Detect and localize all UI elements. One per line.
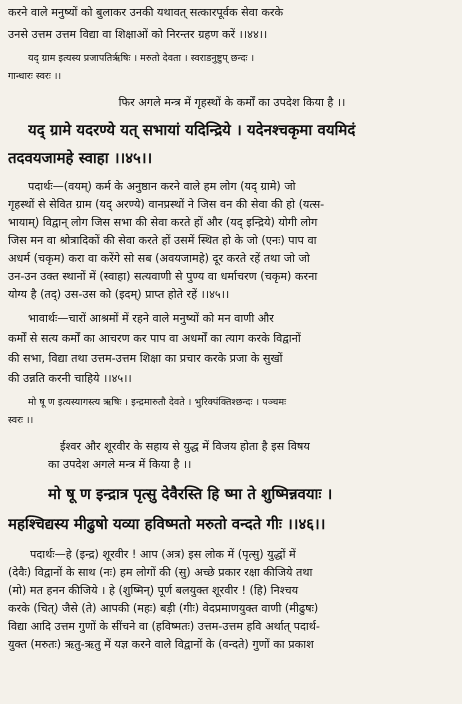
text-line: गृहस्थों से सेवित ग्राम (यद् अरण्ये) वानप्रस्थों ने जिस वन की सेवा की हो (यत्स- (8, 198, 325, 211)
rishi-devata-line: यद् ग्राम इत्यस्य प्रजापतिर्ऋषिः । मरुतो देवता । स्वराडनुष्टुप् छन्दः । (28, 53, 255, 64)
text-line: विद्या आदि उत्तम गुणों के सींचने वा (हविष्मतः) उत्तम-उत्तम हवि अर्थात् पदार्थ- (8, 620, 320, 633)
mantra-line: यद् ग्रामे यदरण्ये यत् सभायां यदिन्द्रिये । यदेनश्चकृमा वयमिदं (28, 121, 356, 139)
text-line: (देवैः) विद्वानों के साथ (नः) हम लोगों की (सु) अच्छे प्रकार रक्षा कीजिये तथा (8, 566, 313, 579)
text-line: जिस मन वा श्रोत्रादिकों की सेवा करते हों उसमें स्थित हो के जो (एनः) पाप वा (8, 234, 317, 247)
mantra-line: मो षू ण इन्द्रात्र पृत्सु देवैरस्ति हि ष्मा ते शुष्मिन्नवयाः । (48, 485, 333, 503)
text-line: करके (चित्) जैसे (ते) आपकी (महः) बड़ी (गीः) वेदप्रमाणयुक्त वाणी (मीढुषः) (8, 602, 319, 615)
mantra-line: महश्चिद्यस्य मीढुषो यव्या हविष्मतो मरुतो वन्दते गीः ।।४६।। (8, 515, 326, 533)
text-line: उन-उन उक्त स्थानों में (स्वाहा) सत्यवाणी से पुण्य वा धर्माचरण (चकृम) करना (8, 270, 318, 283)
text-line: करने वाले मनुष्यों को बुलाकर उनकी यथावत् सत्कारपूर्वक सेवा करके (8, 6, 284, 19)
rishi-devata-line: गान्धारः स्वरः ।। (8, 71, 62, 82)
bhavartha-line: भावार्थः—चारों आश्रमों में रहने वाले मनुष्यों को मन वाणी और (28, 312, 274, 325)
text-line: उनसे उत्तम उत्तम विद्या वा शिक्षाओं को निरन्तर ग्रहण करें ।।४४।। (8, 28, 268, 41)
padartha-line: पदार्थः—(वयम्) कर्म के अनुष्ठान करने वाले हम लोग (यद् ग्रामे) जो (28, 180, 296, 193)
text-line: युक्त (मरुतः) ऋतु-ऋतु में यज्ञ करने वाले विद्वानों के (वन्दते) गुणों का प्रकाश (8, 638, 314, 651)
text-line: योग्य है (तद्) उस-उस को (इदम्) प्राप्त होते रहें ।।४५।। (8, 288, 230, 301)
text-line: (मो) मत हनन कीजिये । हे (शुष्मिन्) पूर्ण बलयुक्त शूरवीर ! (हि) निश्चय (8, 584, 299, 597)
text-line: अधर्म (चकृम) करा वा करेंगे सो सब (अवयजामहे) दूर करते रहें तथा जो जो (8, 252, 310, 265)
text-line: भायाम्) विद्वान् लोग जिस सभा की सेवा करते हों और (यद् इन्द्रिये) योगी लोग (8, 216, 318, 229)
text-line: कर्मों से सत्य कर्मों का आचरण कर पाप वा अधर्मों का त्याग करके विद्वानों (8, 332, 301, 345)
rishi-devata-line: स्वरः ।। (8, 415, 34, 426)
mantra-line: तदवयजामहे स्वाहा ।।४५।। (8, 149, 153, 167)
subject-line: का उपदेश अगले मन्त्र में किया है ।। (48, 458, 192, 471)
subject-line: फिर अगले मन्त्र में गृहस्थों के कर्मों का उपदेश किया है ।। (118, 96, 346, 109)
padartha-line: पदार्थः—हे (इन्द्र) शूरवीर ! आप (अत्र) इस लोक में (पृत्सु) युद्धों में (30, 548, 296, 561)
subject-line: ईश्वर और शूरवीर के सहाय से युद्ध में विजय होता है इस विषय (60, 440, 310, 453)
text-line: की उन्नति करनी चाहिये ।।४५।। (8, 372, 132, 385)
text-line: की सभा, विद्या तथा उत्तम-उत्तम शिक्षा का प्रचार करके प्रजा के सुखों (8, 352, 283, 365)
rishi-devata-line: मो षू ण इत्यस्यागस्त्य ऋषिः । इन्द्रमारुतौ देवते । भुरिक्पंक्तिश्छन्दः । पञ्चमः (28, 397, 287, 408)
